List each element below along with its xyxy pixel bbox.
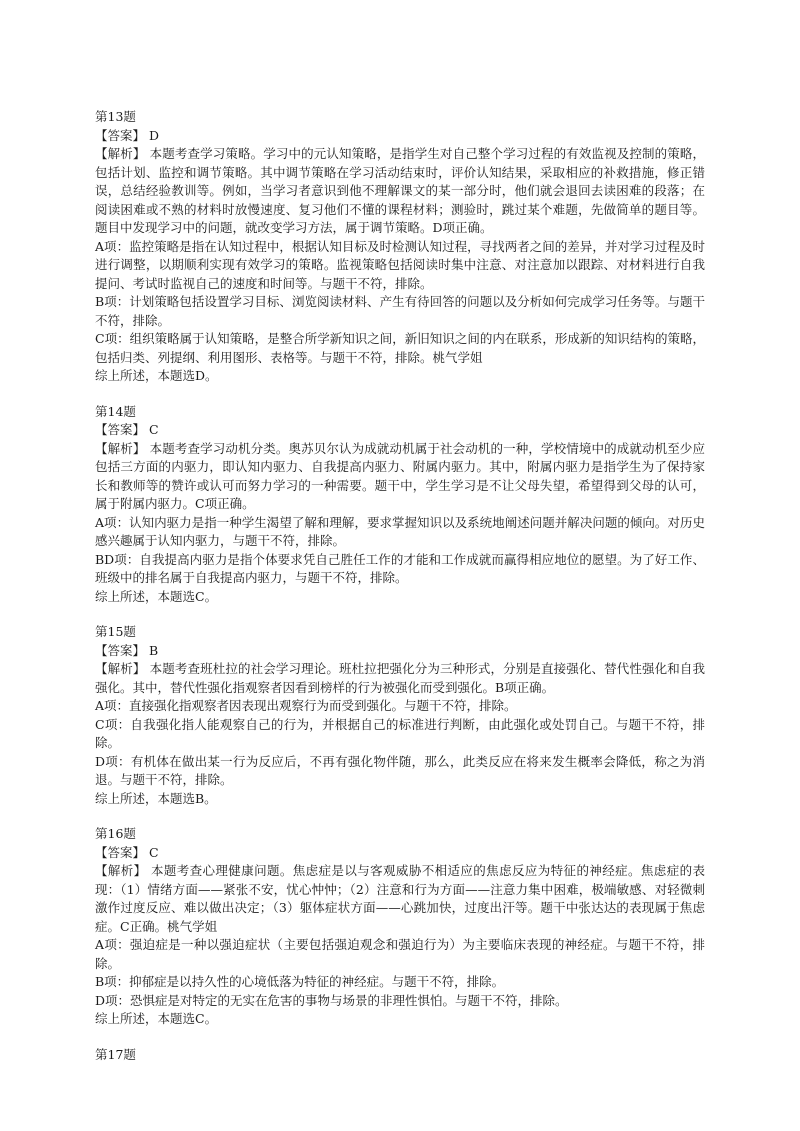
explanation-paragraph: 综上所述，本题选C。 <box>95 1011 218 1026</box>
analysis-paragraph: 【解析】 本题考查心理健康问题。焦虑症是以与客观威胁不相适应的焦虑反应为特征的神经症。焦虑症的表现：（1）情绪方面——紧张不安，忧心忡忡；（2）注意和行为方面——注意力集中困难，极端敏感、对轻微刺激作过度反应、难以做出决定；（3）躯体症状方面——心跳加快，过度出汗等。题干中张达达的表现属于焦虑症。C正确。桃气学姐 <box>95 863 705 934</box>
explanation-paragraph: 综上所述，本题选C。 <box>95 588 218 604</box>
explanation-paragraph: A项：认知内驱力是指一种学生渴望了解和理解，要求掌握知识以及系统地阐述问题并解决问题的倾向。对历史感兴趣属于认知内驱力，与题干不符，排除。 <box>95 514 705 548</box>
explanation-paragraph: 综上所述，本题选B。 <box>95 790 217 806</box>
explanation-paragraph: C项：组织策略属于认知策略，是整合所学新知识之间，新旧知识之间的内在联系，形成新的知识结构的策略，包括归类、列提纲、利用图形、表格等。与题干不符，排除。桃气学姐 <box>95 331 705 365</box>
question-section <box>95 825 705 1029</box>
answer-line: 【答案】 D <box>95 127 159 143</box>
question-title: 第16题 <box>95 826 136 841</box>
answer-line: 【答案】 C <box>95 844 159 860</box>
answer-line: 【答案】 C <box>95 422 159 437</box>
question-title: 第14题 <box>95 403 136 419</box>
question-title: 第13题 <box>95 109 136 124</box>
analysis-paragraph: 【解析】 本题考查学习策略。学习中的元认知策略，是指学生对自己整个学习过程的有效监视及控制的策略，包括计划、监控和调节策略。其中调节策略在学习活动结束时，评价认知结果，采取相应的补救措施，修正错误，总结经验教训等。例如，当学习者意识到他不理解课文的某一部分时，他们就会退回去读困难的段落；在阅读困难或不熟的材料时放慢速度、复习他们不懂的课程材料；测验时，跳过某个难题，先做简单的题目等。题目中发现学习中的问题，就改变学习方法，属于调节策略。D项正确。 <box>95 146 705 235</box>
explanation-paragraph: B项：计划策略包括设置学习目标、浏览阅读材料、产生有待回答的问题以及分析如何完成学习任务等。与题干不符，排除。 <box>95 294 705 328</box>
explanation-paragraph: D项：有机体在做出某一行为反应后，不再有强化物伴随，那么，此类反应在将来发生概率会降低，称之为消退。与题干不符，排除。 <box>95 753 705 787</box>
analysis-paragraph: 【解析】 本题考查班杜拉的社会学习理论。班杜拉把强化分为三种形式，分别是直接强化、替代性强化和自我强化。其中，替代性强化指观察者因看到榜样的行为被强化而受到强化。B项正确。 <box>95 661 705 695</box>
explanation-paragraph: A项：强迫症是一种以强迫症状（主要包括强迫观念和强迫行为）为主要临床表现的神经症。与题干不符，排除。 <box>95 937 705 971</box>
question-section <box>95 403 705 607</box>
explanation-paragraph: D项：恐惧症是对特定的无实在危害的事物与场景的非理性惧怕。与题干不符，排除。 <box>95 992 568 1008</box>
question-title: 第15题 <box>95 624 136 639</box>
question-section <box>95 623 705 808</box>
explanation-paragraph: BD项：自我提高内驱力是指个体要求凭自己胜任工作的才能和工作成就而赢得相应地位的愿望。为了好工作、班级中的排名属于自我提高内驱力，与题干不符，排除。 <box>95 551 705 585</box>
question-section <box>95 1046 705 1065</box>
explanation-paragraph: A项：监控策略是指在认知过程中，根据认知目标及时检测认知过程，寻找两者之间的差异，并对学习过程及时进行调整，以期顺利实现有效学习的策略。监视策略包括阅读时集中注意、对注意加以跟踪、对材料进行自我提问、考试时监视自己的速度和时间等。与题干不符，排除。 <box>95 238 705 291</box>
explanation-paragraph: C项：自我强化指人能观察自己的行为，并根据自己的标准进行判断，由此强化或处罚自己。与题干不符，排除。 <box>95 716 705 750</box>
explanation-paragraph: A项：直接强化指观察者因表现出观察行为而受到强化。与题干不符，排除。 <box>95 698 517 713</box>
answer-line: 【答案】 B <box>95 642 159 658</box>
document-page <box>95 108 705 1081</box>
explanation-paragraph: B项：抑郁症是以持久性的心境低落为特征的神经症。与题干不符，排除。 <box>95 974 505 989</box>
explanation-paragraph: 综上所述，本题选D。 <box>95 368 218 383</box>
question-title: 第17题 <box>95 1046 136 1062</box>
analysis-paragraph: 【解析】 本题考查学习动机分类。奥苏贝尔认为成就动机属于社会动机的一种，学校情境中的成就动机至少应包括三方面的内驱力，即认知内驱力、自我提高内驱力、附属内驱力。其中，附属内驱力是指学生为了保持家长和教师等的赞许或认可而努力学习的一种需要。题干中，学生学习是不让父母失望，希望得到父母的认可，属于附属内驱力。C项正确。 <box>95 440 705 511</box>
question-section <box>95 108 705 386</box>
